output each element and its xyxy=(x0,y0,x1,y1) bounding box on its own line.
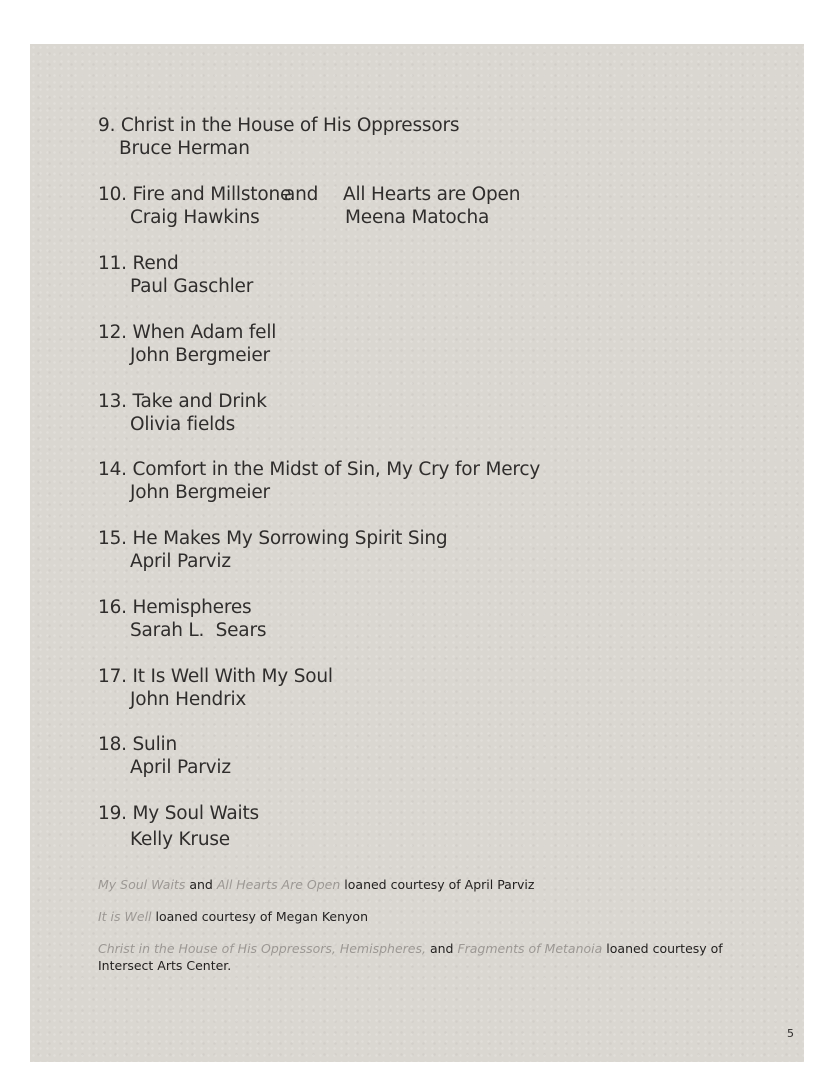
artwork-entry-12 xyxy=(98,321,276,367)
artist-name: Meena Matocha xyxy=(345,207,490,228)
artwork-title: 9. Christ in the House of His Oppressors xyxy=(98,115,460,136)
artist-name: April Parviz xyxy=(130,757,231,778)
artist-name: Paul Gaschler xyxy=(130,276,254,297)
artwork-entry-19 xyxy=(98,802,259,851)
note-text: loaned courtesy of Intersect Arts Center. xyxy=(98,941,723,973)
artwork-entry-14 xyxy=(98,458,540,504)
artwork-entry-13 xyxy=(98,390,267,436)
artist-name: John Hendrix xyxy=(130,689,247,710)
loan-note-2 xyxy=(98,908,758,925)
artist-name: Craig Hawkins xyxy=(130,207,260,228)
artwork-title: 14. Comfort in the Midst of Sin, My Cry for Mercy xyxy=(98,459,541,480)
artwork-entry-16 xyxy=(98,596,266,642)
artwork-title: 16. Hemispheres xyxy=(98,597,252,618)
page-number: 5 xyxy=(787,1027,794,1040)
artwork-entry-11 xyxy=(98,252,253,298)
artwork-title: 19. My Soul Waits xyxy=(98,803,259,824)
document-page xyxy=(30,44,804,1062)
artist-name: John Bergmeier xyxy=(130,345,270,366)
artist-row xyxy=(98,206,520,229)
artwork-title-italic: All Hearts Are Open xyxy=(216,877,341,892)
loan-note-3 xyxy=(98,940,758,974)
artwork-entry-15 xyxy=(98,527,447,573)
conjunction: and xyxy=(284,184,319,205)
artwork-title-italic: My Soul Waits xyxy=(98,877,186,892)
artwork-title: 15. He Makes My Sorrowing Spirit Sing xyxy=(98,528,448,549)
artwork-entry-18 xyxy=(98,733,231,779)
artwork-title-italic: Christ in the House of His Oppressors, Hemispheres, xyxy=(98,941,426,956)
note-text: and xyxy=(425,941,458,956)
artwork-title: 10. Fire and Millstone xyxy=(98,184,292,205)
artist-name: April Parviz xyxy=(130,551,231,572)
artwork-title: 13. Take and Drink xyxy=(98,391,267,412)
artist-name: Bruce Herman xyxy=(119,138,250,159)
artist-name: Kelly Kruse xyxy=(130,829,230,850)
note-text: loaned courtesy of April Parviz xyxy=(340,877,535,892)
artwork-title: 18. Sulin xyxy=(98,734,177,755)
artwork-title: 17. It Is Well With My Soul xyxy=(98,666,333,687)
artwork-title: 12. When Adam fell xyxy=(98,322,277,343)
artist-name: Olivia fields xyxy=(130,414,236,435)
artwork-entry-9 xyxy=(98,114,459,160)
artwork-entry-10 xyxy=(98,183,520,229)
artwork-entry-17 xyxy=(98,665,333,711)
artwork-title-italic: It is Well xyxy=(98,909,152,924)
note-text: loaned courtesy of Megan Kenyon xyxy=(151,909,368,924)
artwork-title-row xyxy=(98,183,520,206)
artwork-title: All Hearts are Open xyxy=(343,184,521,205)
note-text: and xyxy=(185,877,217,892)
artwork-title: 11. Rend xyxy=(98,253,179,274)
artwork-title-italic: Fragments of Metanoia xyxy=(457,941,603,956)
artist-name: Sarah L. Sears xyxy=(130,620,267,641)
loan-note-1 xyxy=(98,876,758,893)
artist-name: John Bergmeier xyxy=(130,482,270,503)
